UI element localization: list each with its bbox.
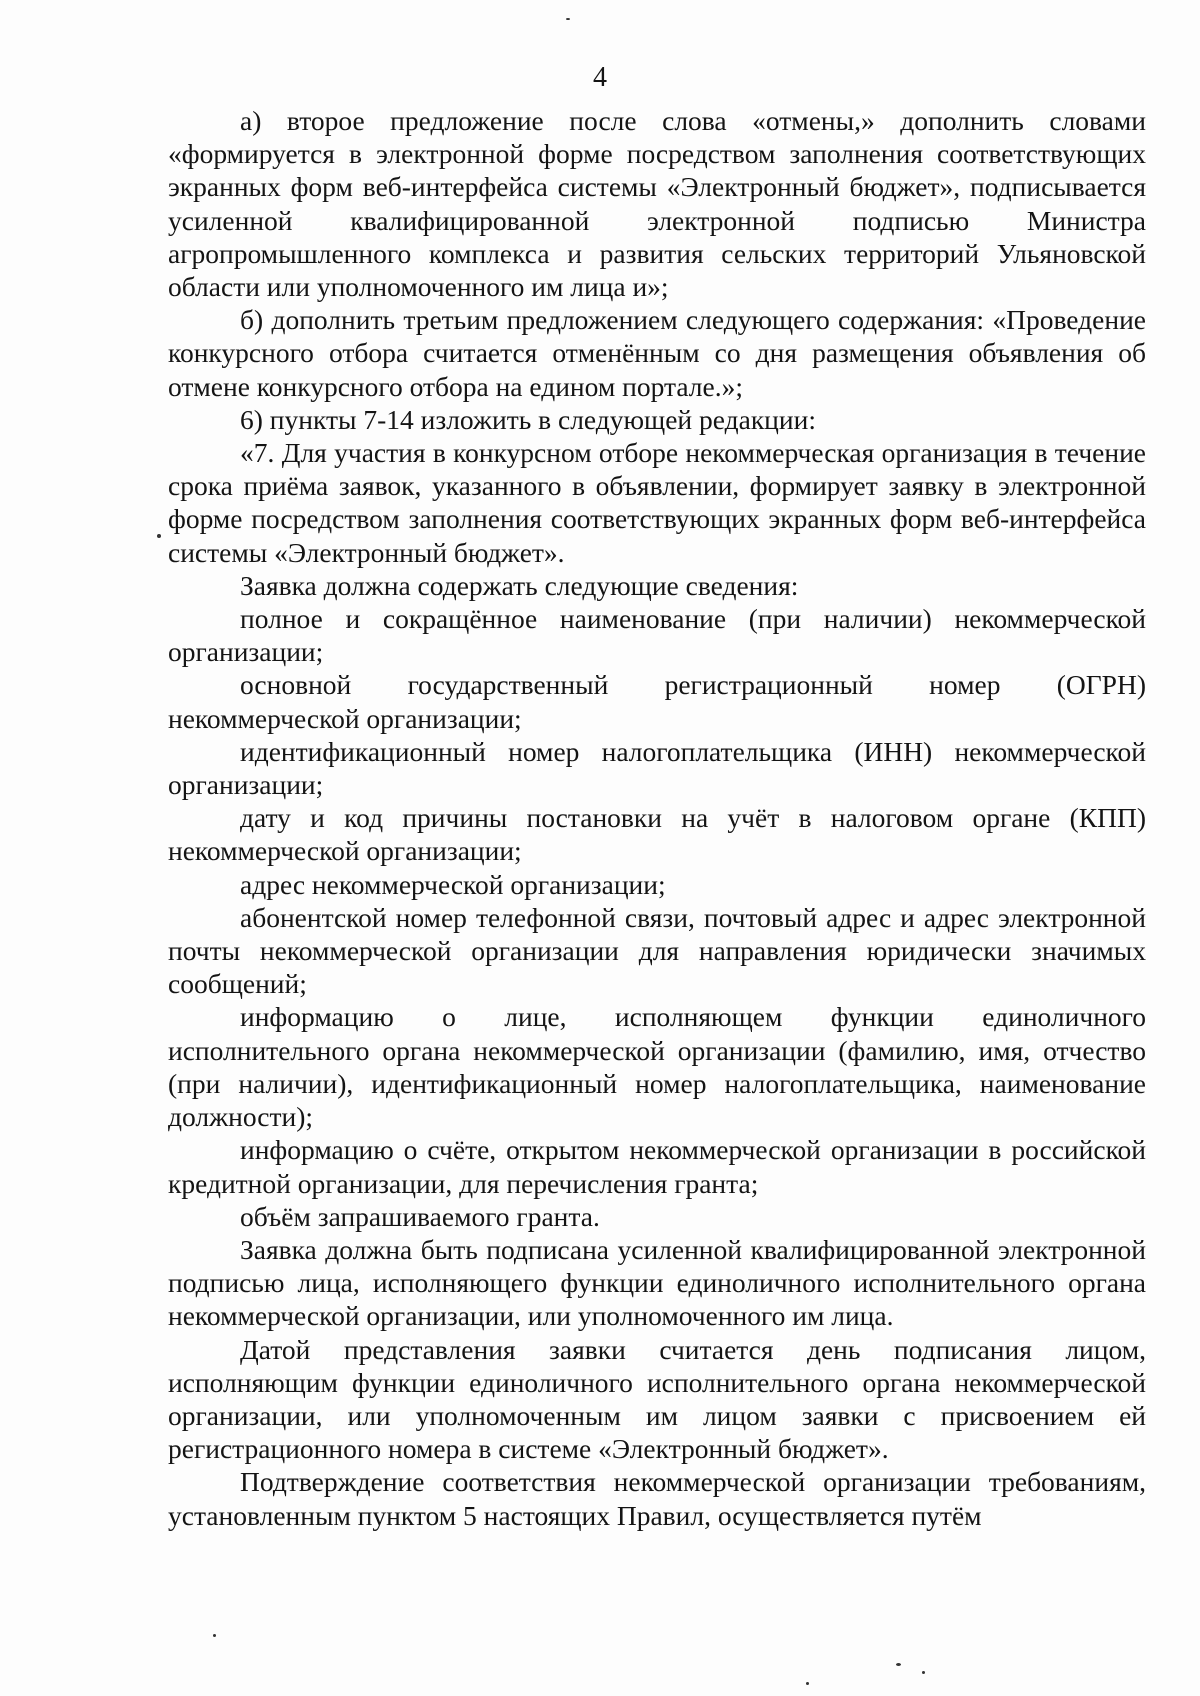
paragraph-item-6: 6) пункты 7-14 изложить в следующей редакции: [240,403,816,435]
paragraph-grant-amount: объём запрашиваемого гранта. [240,1200,600,1232]
document-body [168,104,1146,1532]
paragraph-compliance: Подтверждение соответствия некоммерческой организации требованиям, установленным пунктом 5 настоящих Правил, осуществляется путём [168,1466,1146,1531]
scan-speck [806,1682,809,1685]
paragraph-bank-account: информацию о счёте, открытом некоммерческой организации в российской кредитной организации, для перечисления гранта; [168,1134,1146,1199]
paragraph-kpp: дату и код причины постановки на учёт в налоговом органе (КПП) некоммерческой организации; [168,802,1146,867]
paragraph-submission-date: Датой представления заявки считается день подписания лицом, исполняющим функции единоличного исполнительного органа некоммерческой организации, или уполномоченным им лицом заявки с присвоением ей регистрационного номера в системе «Электронный бюджет». [168,1333,1146,1465]
paragraph-clause-7: «7. Для участия в конкурсном отборе некоммерческая организация в течение срока приёма заявок, указанного в объявлении, формирует заявку в электронной форме посредством заполнения соответствующих экранных форм веб-интерфейса системы «Электронный бюджет». [168,437,1146,568]
page-number: 4 [593,62,607,93]
paragraph-full-name: полное и сокращённое наименование (при наличии) некоммерческой организации; [168,603,1146,668]
paragraph-amendment-b: б) дополнить третьим предложением следующего содержания: «Проведение конкурсного отбора считается отменённым со дня размещения объявления об отмене конкурсного отбора на едином портале.»; [168,304,1146,402]
paragraph-address: адрес некоммерческой организации; [240,868,666,900]
paragraph-ogrn: основной государственный регистрационный номер (ОГРН) некоммерческой организации; [168,669,1146,734]
scan-speck [896,1663,901,1666]
scan-speck [922,1671,925,1674]
paragraph-amendment-a: а) второе предложение после слова «отмены,» дополнить словами «формируется в электронной форме посредством заполнения соответствующих экранных форм веб-интерфейса системы «Электронный бюджет», подписывается усиленной квалифицированной электронной подписью Министра агропромышленного комплекса и развития сельских территорий Ульяновской области или уполномоченного им лица и»; [168,105,1146,303]
paragraph-application-contents: Заявка должна содержать следующие сведения: [240,569,799,601]
paragraph-executive-info: информацию о лице, исполняющем функции единоличного исполнительного органа некоммерческой организации (фамилию, имя, отчество (при наличии), идентификационный номер налогоплательщика, наименование должности); [168,1001,1146,1133]
paragraph-contacts: абонентской номер телефонной связи, почтовый адрес и адрес электронной почты некоммерческой организации для направления юридически значимых сообщений; [168,901,1146,1000]
scan-speck [157,534,161,538]
paragraph-signature: Заявка должна быть подписана усиленной квалифицированной электронной подписью лица, исполняющего функции единоличного исполнительного органа некоммерческой организации, или уполномоченного им лица. [168,1233,1146,1332]
scan-speck [566,18,570,20]
scan-speck [213,1634,216,1637]
paragraph-inn: идентификационный номер налогоплательщика (ИНН) некоммерческой организации; [168,735,1146,801]
